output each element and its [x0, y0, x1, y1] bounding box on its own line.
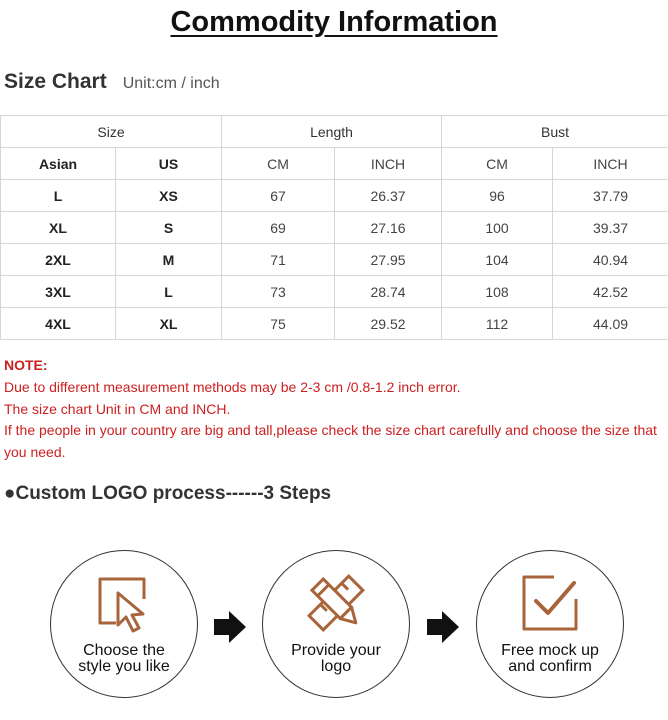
size-chart-heading: Size Chart [4, 70, 107, 93]
step-caption-line1: Choose the [83, 642, 165, 659]
cell-asian: 3XL [1, 276, 116, 308]
checkbox-icon [520, 573, 580, 633]
cell-length-cm: 73 [222, 276, 335, 308]
note-block [4, 355, 666, 464]
sub-header-bust-inch: INCH [553, 148, 668, 180]
page-title: Commodity Information [170, 6, 498, 38]
pencil-ruler-icon [306, 573, 366, 633]
step-caption [51, 643, 197, 675]
cell-bust-cm: 96 [442, 180, 553, 212]
note-line: If the people in your country are big and tall,please check the size chart carefully and choose the size that you need. [4, 422, 657, 461]
table-row [1, 180, 668, 212]
logo-process-title: ●Custom LOGO process------3 Steps [4, 483, 332, 504]
cell-length-inch: 27.95 [335, 244, 442, 276]
note-title: NOTE: [4, 357, 48, 373]
table-row [1, 244, 668, 276]
cell-asian: 4XL [1, 308, 116, 340]
group-header-bust: Bust [442, 116, 668, 148]
note-line: Due to different measurement methods may be 2-3 cm /0.8-1.2 inch error. [4, 378, 461, 395]
cell-bust-cm: 104 [442, 244, 553, 276]
cell-asian: 2XL [1, 244, 116, 276]
cell-bust-inch: 44.09 [553, 308, 668, 340]
step-provide-logo [262, 550, 410, 698]
step-caption [477, 643, 623, 675]
step-caption [263, 643, 409, 675]
sub-header-asian: Asian [1, 148, 116, 180]
table-row [1, 212, 668, 244]
cell-bust-inch: 39.37 [553, 212, 668, 244]
step-caption-line2: logo [320, 658, 352, 675]
note-line: The size chart Unit in CM and INCH. [4, 400, 231, 417]
step-choose-style [50, 550, 198, 698]
cell-bust-cm: 108 [442, 276, 553, 308]
cell-length-inch: 29.52 [335, 308, 442, 340]
cell-asian: L [1, 180, 116, 212]
sub-header-length-cm: CM [222, 148, 335, 180]
step-caption-line2: style you like [78, 658, 170, 675]
cell-bust-inch: 37.79 [553, 180, 668, 212]
table-row [1, 308, 668, 340]
cell-us: XL [116, 308, 222, 340]
cell-length-inch: 27.16 [335, 212, 442, 244]
cell-asian: XL [1, 212, 116, 244]
cell-length-inch: 28.74 [335, 276, 442, 308]
arrow-right-icon [214, 611, 246, 648]
group-header-length: Length [222, 116, 442, 148]
cell-bust-cm: 112 [442, 308, 553, 340]
cell-length-cm: 75 [222, 308, 335, 340]
cell-us: XS [116, 180, 222, 212]
cell-length-inch: 26.37 [335, 180, 442, 212]
sub-header-bust-cm: CM [442, 148, 553, 180]
cell-us: S [116, 212, 222, 244]
group-header-size: Size [1, 116, 222, 148]
step-mock-up-confirm [476, 550, 624, 698]
cell-length-cm: 69 [222, 212, 335, 244]
cell-us: M [116, 244, 222, 276]
size-chart-unit: Unit:cm / inch [122, 75, 220, 92]
cell-bust-inch: 40.94 [553, 244, 668, 276]
cell-bust-inch: 42.52 [553, 276, 668, 308]
cell-length-cm: 67 [222, 180, 335, 212]
table-sub-header-row [1, 148, 668, 180]
step-caption-line1: Free mock up [501, 642, 599, 659]
step-caption-line2: and confirm [508, 658, 592, 675]
cell-us: L [116, 276, 222, 308]
cell-length-cm: 71 [222, 244, 335, 276]
size-chart-header [4, 70, 220, 94]
cell-bust-cm: 100 [442, 212, 553, 244]
table-group-header-row [1, 116, 668, 148]
sub-header-us: US [116, 148, 222, 180]
size-chart-table [0, 115, 668, 340]
cursor-click-icon [94, 573, 154, 633]
arrow-right-icon [427, 611, 459, 648]
table-row [1, 276, 668, 308]
step-caption-line1: Provide your [291, 642, 381, 659]
sub-header-length-inch: INCH [335, 148, 442, 180]
